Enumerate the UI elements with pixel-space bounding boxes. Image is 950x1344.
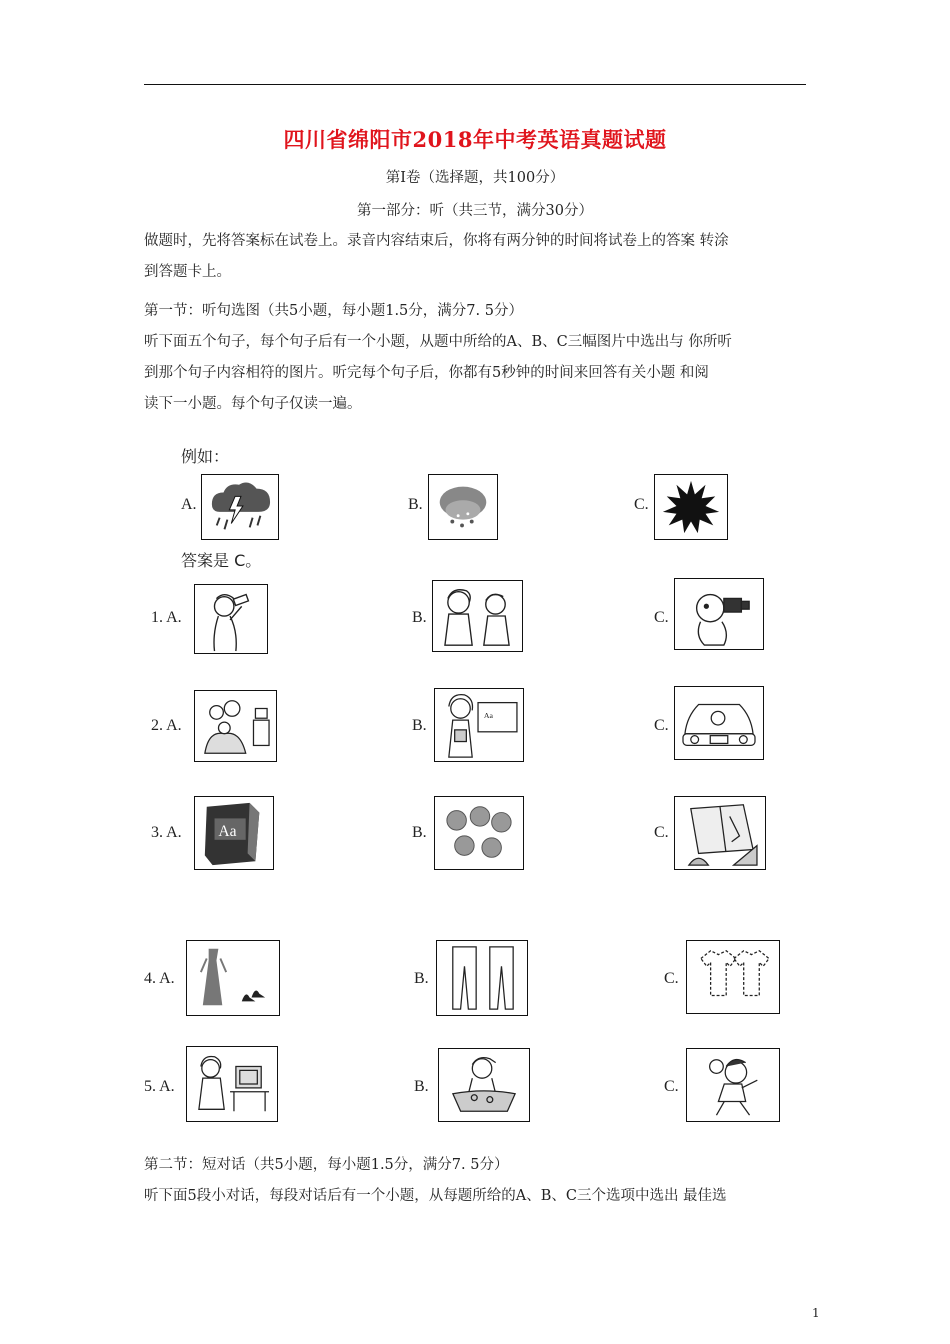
storm-cloud-icon	[202, 475, 278, 539]
q2-option-c-label: C.	[654, 717, 669, 734]
q3-pic-a	[194, 796, 274, 870]
math-book-ruler-icon	[675, 797, 765, 869]
q1-pic-c	[674, 578, 764, 650]
q1-option-a-label: 1. A.	[151, 609, 182, 626]
group-of-people-icon	[435, 797, 523, 869]
intro-line-1: 做题时，先将答案标在试卷上。录音内容结束后，你将有两分钟的时间将试卷上的答案 转涂	[144, 233, 729, 249]
dictionary-icon	[195, 797, 273, 869]
q1-pic-a	[194, 584, 268, 654]
boy-with-camera-icon	[675, 579, 763, 649]
teacher-at-board-icon	[435, 689, 523, 761]
q2-pic-c	[674, 686, 764, 760]
q3-pic-b	[434, 796, 524, 870]
section2-paragraph	[144, 1150, 808, 1212]
two-kids-talking-icon	[433, 581, 522, 651]
q5-option-a-label: 5. A.	[144, 1078, 175, 1095]
q5-pic-b	[438, 1048, 530, 1122]
q4-pic-a	[186, 940, 280, 1016]
boy-drinking-icon	[195, 585, 267, 653]
example-label: 例如：	[181, 447, 230, 466]
woman-with-tv-icon	[187, 1047, 277, 1121]
girl-washing-clothes-icon	[439, 1049, 529, 1121]
q2-option-a-label: 2. A.	[151, 717, 182, 734]
q1-option-c-label: C.	[654, 609, 669, 626]
example-pic-a	[201, 474, 279, 540]
page-title: 四川省绵阳市2018年中考英语真题试题	[283, 127, 667, 152]
example-answer: 答案是 C。	[181, 551, 262, 570]
volume-heading: 第I卷（选择题，共100分）	[385, 170, 565, 186]
example-pic-b	[428, 474, 498, 540]
q1-option-b-label: B.	[412, 609, 427, 626]
sun-icon	[655, 475, 727, 539]
page-number: 1	[812, 1306, 820, 1320]
example-option-b-label: B.	[408, 496, 423, 513]
q3-option-b-label: B.	[412, 824, 427, 841]
q1-pic-b	[432, 580, 523, 652]
family-watching-tv-icon	[195, 691, 276, 761]
q4-pic-b	[436, 940, 528, 1016]
jeans-icon	[437, 941, 527, 1015]
q5-pic-c	[686, 1048, 780, 1122]
intro-paragraph	[144, 226, 808, 288]
q5-option-b-label: B.	[414, 1078, 429, 1095]
section1-line-1: 听下面五个句子，每个句子后有一个小题，从题中所给的A、B、C三幅图片中选出与 你所听	[144, 334, 732, 350]
part-heading: 第一部分：听（共三节，满分30分）	[357, 203, 593, 219]
section1-paragraph	[144, 296, 808, 420]
q2-option-b-label: B.	[412, 717, 427, 734]
q4-option-c-label: C.	[664, 970, 679, 987]
section1-line-2: 到那个句子内容相符的图片。听完每个句子后，你都有5秒钟的时间来回答有关小题 和阅	[144, 365, 709, 381]
q4-pic-c	[686, 940, 780, 1014]
q2-pic-b	[434, 688, 524, 762]
intro-line-2: 到答题卡上。	[144, 264, 231, 280]
snow-cloud-icon	[429, 475, 497, 539]
example-option-c-label: C.	[634, 496, 649, 513]
q4-option-b-label: B.	[414, 970, 429, 987]
dress-and-shoes-icon	[187, 941, 279, 1015]
top-rule	[144, 84, 806, 85]
section1-line-3: 读下一小题。每个句子仅读一遍。	[144, 396, 362, 412]
q4-option-a-label: 4. A.	[144, 970, 175, 987]
book-letters: Aa	[218, 822, 237, 840]
q3-option-c-label: C.	[654, 824, 669, 841]
example-pic-c	[654, 474, 728, 540]
q2-pic-a	[194, 690, 277, 762]
q3-pic-c	[674, 796, 766, 870]
example-option-a-label: A.	[181, 496, 197, 513]
section1-title: 第一节：听句选图（共5小题，每小题1.5分，满分7. 5分）	[144, 303, 523, 319]
q5-pic-a	[186, 1046, 278, 1122]
man-driving-car-icon	[675, 687, 763, 759]
q3-option-a-label: 3. A.	[151, 824, 182, 841]
t-shirts-icon	[687, 941, 779, 1013]
q5-option-c-label: C.	[664, 1078, 679, 1095]
section2-title: 第二节：短对话（共5小题，每小题1.5分，满分7. 5分）	[144, 1157, 509, 1173]
section2-line-1: 听下面5段小对话，每段对话后有一个小题，从每题所给的A、B、C三个选项中选出 最佳选	[144, 1188, 727, 1204]
svg-text:Aa: Aa	[483, 711, 493, 721]
boy-playing-ball-icon	[687, 1049, 779, 1121]
